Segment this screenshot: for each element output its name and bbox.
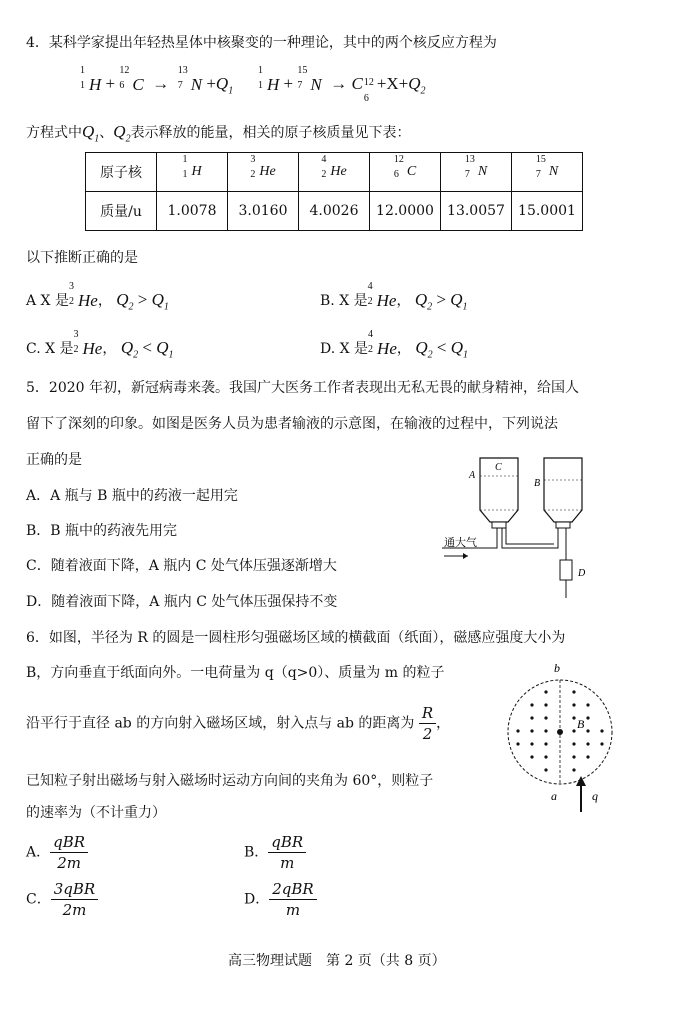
q6-line-1: 6．如图，半径为 R 的圆是一圆柱形匀强磁场区域的横截面（纸面），磁感应强度大小为 xyxy=(26,630,566,646)
table-row xyxy=(86,153,583,192)
field-dot xyxy=(586,729,589,732)
q5-line-2: 留下了深刻的印象。如图是医务人员为患者输液的示意图，在输液的过程中，下列说法 xyxy=(26,416,558,432)
field-dot xyxy=(544,768,547,771)
magnetic-field-diagram xyxy=(495,660,635,820)
q4-equation-1: 1 1 H + 12 6 C → 13 7 $N +Q_1$ xyxy=(80,65,234,97)
label-a: A xyxy=(469,470,476,481)
nucleus-he4: 4 2 He xyxy=(299,153,370,192)
nucleus-n15: 15 7 N xyxy=(512,153,583,192)
field-dot xyxy=(572,755,575,758)
bottle-b xyxy=(544,458,582,528)
field-dot xyxy=(600,742,603,745)
q6-line-2: B，方向垂直于纸面向外。一电荷量为 q（q>0）、质量为 m 的粒子 xyxy=(26,665,445,681)
mass-cell: 13.0057 xyxy=(441,192,512,231)
field-dot xyxy=(544,703,547,706)
field-dot xyxy=(530,716,533,719)
field-dot xyxy=(586,742,589,745)
label-c: C xyxy=(495,462,502,473)
field-dot xyxy=(572,703,575,706)
q5-line-1: 5．2020 年初，新冠病毒来袭。我国广大医务工作者表现出无私无畏的献身精神，给国人 xyxy=(26,380,579,396)
q6-option-c: C． $\frac{\text{3qBR}}{2m}$ xyxy=(26,880,98,919)
field-dot xyxy=(530,742,533,745)
q5-option-c: C．随着液面下降，A 瓶内 C 处气体压强逐渐增大 xyxy=(26,558,337,574)
mass-cell: 3.0160 xyxy=(228,192,299,231)
table-row xyxy=(86,192,583,231)
field-dot xyxy=(572,768,575,771)
q4-energy-note: 方程式中$Q_1$、$Q_2$表示释放的能量，相关的原子核质量见下表： xyxy=(26,122,411,145)
q6-line-3: 沿平行于直径 ab 的方向射入磁场区域，射入点与 ab 的距离为 $\frac{R}{2}$ ， xyxy=(26,704,451,743)
field-dot xyxy=(544,742,547,745)
q6-line-5: 的速率为（不计重力） xyxy=(26,805,166,821)
label-b: B xyxy=(534,478,541,489)
label-air: 通大气 xyxy=(444,536,477,549)
nucleus-h1: 1 1 H xyxy=(157,153,228,192)
table-mass-label: 质量/u xyxy=(86,192,157,231)
label-field-b: B xyxy=(577,717,585,731)
mass-table xyxy=(85,152,583,231)
mass-cell: 12.0000 xyxy=(370,192,441,231)
label-q: q xyxy=(592,789,598,803)
field-dot xyxy=(572,729,575,732)
nucleus-c12: 12 6 C xyxy=(370,153,441,192)
q6-option-d: D． $\frac{\text{2qBR}}{m}$ xyxy=(244,880,317,919)
q5-option-b: B．B 瓶中的药液先用完 xyxy=(26,523,178,539)
page-footer: 高三物理试题 第 2 页（共 8 页） xyxy=(228,953,446,969)
field-dot xyxy=(586,755,589,758)
table-head-label: 原子核 xyxy=(86,153,157,192)
field-dot xyxy=(544,716,547,719)
infusion-diagram xyxy=(440,452,610,602)
q4-option-a: A X 是 3 2 He， $Q_2 > Q_1$ xyxy=(26,281,169,313)
field-dot xyxy=(586,716,589,719)
field-dot xyxy=(544,729,547,732)
q5-option-a: A．A 瓶与 B 瓶中的药液一起用完 xyxy=(26,488,238,504)
field-dot xyxy=(516,742,519,745)
q4-option-d: D. X 是 4 2 He， $Q_2 < Q_1$ xyxy=(320,329,468,361)
q6-line-4: 已知粒子射出磁场与射入磁场时运动方向间的夹角为 60°，则粒子 xyxy=(26,773,434,789)
q4-stem: 4．某科学家提出年轻热星体中核聚变的一种理论，其中的两个核反应方程为 xyxy=(26,35,497,51)
field-dot xyxy=(572,690,575,693)
field-dot xyxy=(586,703,589,706)
q5-option-d: D．随着液面下降，A 瓶内 C 处气体压强保持不变 xyxy=(26,594,338,610)
field-dot xyxy=(544,755,547,758)
mass-cell: 1.0078 xyxy=(157,192,228,231)
q6-option-b: B． $\frac{\text{qBR}}{m}$ xyxy=(244,833,306,872)
center-dot xyxy=(557,729,563,735)
field-dot xyxy=(530,703,533,706)
field-dot xyxy=(572,742,575,745)
field-dot xyxy=(530,729,533,732)
field-dot xyxy=(600,729,603,732)
mass-cell: 4.0026 xyxy=(299,192,370,231)
nucleus-he3: 3 2 He xyxy=(228,153,299,192)
q4-equation-2: 1 1 H + 15 7 N → C 12 6 $+X+Q_2$ xyxy=(258,65,426,104)
q4-option-c: C. X 是 3 2 He， $Q_2 < Q_1$ xyxy=(26,329,174,361)
field-dot xyxy=(572,716,575,719)
nucleus-n13: 13 7 N xyxy=(441,153,512,192)
q6-option-a: A． $\frac{\text{qBR}}{2m}$ xyxy=(26,833,88,872)
label-a-bottom: a xyxy=(551,789,557,803)
field-dot xyxy=(530,755,533,758)
q4-option-b: B. X 是 4 2 He， $Q_2 > Q_1$ xyxy=(320,281,468,313)
field-dot xyxy=(544,690,547,693)
label-b-top: b xyxy=(554,661,560,675)
q5-line-3: 正确的是 xyxy=(26,452,82,468)
label-d: D xyxy=(578,568,586,579)
mass-cell: 15.0001 xyxy=(512,192,583,231)
q4-infer: 以下推断正确的是 xyxy=(26,250,138,266)
field-dot xyxy=(516,729,519,732)
